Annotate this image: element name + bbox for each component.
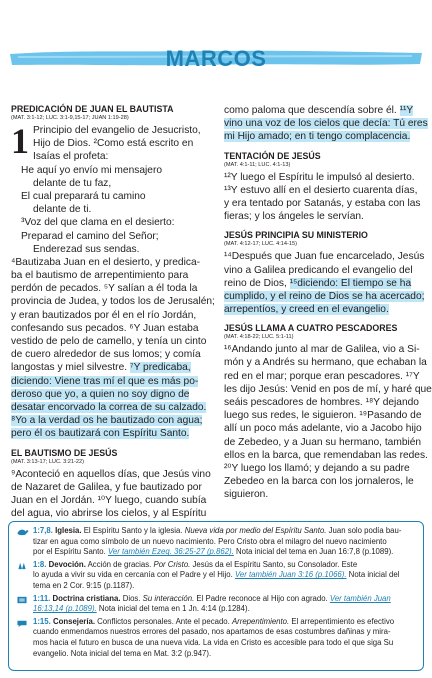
note-line bbox=[33, 581, 419, 592]
verse-text: ¹³Y estuvo allí en el desierto cuarenta días, bbox=[224, 184, 418, 196]
note-text: El Padre reconoce al Hijo con agrado. bbox=[194, 593, 330, 603]
verse-line bbox=[224, 475, 422, 488]
verse-text: vestido de pelo de camello, y tenía un cinto bbox=[11, 336, 207, 347]
note-text: Conflictos personales. Ante el pecado. bbox=[94, 616, 232, 626]
verse-text: langostas y miel silvestre. bbox=[11, 362, 130, 374]
verse-line bbox=[224, 488, 422, 501]
note-text: evangelio. Nota inicial del tema en Mat. 3:2 (p.947). bbox=[33, 648, 212, 658]
note-text: mos hacia el futuro en busca de una nueva vida. La vida en Cristo es accesible para todo el que siga Su bbox=[33, 637, 394, 647]
note-text: El arrepentimiento es efectivo bbox=[289, 616, 395, 626]
note-text: tizar en agua como símbolo de un nuevo nacimiento. Pero Cristo obra el milagro del nuevo nacimiento bbox=[33, 536, 387, 546]
verse-text: ellos en la barca, que remendaban las redes. bbox=[224, 449, 428, 461]
verse-text: delante de ti. bbox=[33, 204, 92, 216]
note-text: lo ayuda a vivir su vida en cercanía con el Padre y el Hijo. bbox=[33, 570, 235, 580]
highlighted-verse: desatar encorvado la correa de su calzado. bbox=[11, 401, 207, 413]
section-body bbox=[11, 121, 215, 441]
verse-line bbox=[11, 335, 211, 348]
verse-text: siguieron. bbox=[224, 489, 269, 501]
verse-line bbox=[11, 137, 211, 150]
devotion-icon bbox=[15, 561, 29, 571]
verse-text: món y a Andrés su hermano, que echaban la bbox=[224, 357, 427, 369]
doctrine-icon bbox=[15, 595, 29, 605]
note-text: Nota inicial del tema en 1 Jn. 4:14 (p.1284). bbox=[96, 604, 250, 614]
note-line bbox=[33, 638, 419, 649]
note-text: Su interacción. bbox=[142, 593, 195, 603]
note-text: cuando enmendamos nuestros errores del pasado, nos apartamos de esas costumbres dañinas y mira- bbox=[33, 627, 391, 637]
highlighted-verse: ¹⁵diciendo: El tiempo se ha bbox=[289, 277, 412, 289]
verse-line bbox=[11, 243, 211, 256]
verse-text: les dijo Jesús: Venid en pos de mí, y haré que bbox=[224, 383, 432, 395]
verse-text: Zebedeo en la barca con los jornaleros, le bbox=[224, 476, 414, 488]
spirit-icon bbox=[15, 527, 29, 537]
verse-text: de cuero alrededor de sus lomos; y comía bbox=[11, 349, 201, 361]
verse-line bbox=[224, 409, 422, 422]
verse-text: de Nazaret de Galilea, y fue bautizado por bbox=[11, 481, 202, 493]
verse-line bbox=[11, 468, 211, 481]
verse-text: Hijo de Dios. ²Como está escrito en bbox=[33, 138, 194, 150]
verse-line bbox=[11, 507, 211, 520]
verse-line bbox=[11, 414, 211, 427]
verse-line bbox=[11, 124, 211, 137]
chapter-number: 1 bbox=[11, 121, 29, 161]
highlighted-verse: deroso que yo, a quien no soy digno de bbox=[11, 388, 190, 400]
note-text: Arrepentimiento. bbox=[231, 616, 290, 626]
note-text: tema en 2 Cor. 9:15 (p.1187). bbox=[33, 580, 135, 590]
note-line bbox=[33, 627, 419, 638]
verse-text: vino a Galilea predicando el evangelio del bbox=[224, 264, 413, 276]
verse-text: Principio del evangelio de Jesucristo, bbox=[33, 125, 201, 136]
verse-line bbox=[224, 436, 422, 449]
verse-text: como paloma que descendía sobre él. bbox=[224, 105, 400, 116]
note-text: Acción de gracias. bbox=[85, 559, 154, 569]
verse-line bbox=[11, 177, 211, 190]
verse-text: confesando sus pecados. ⁶Y Juan estaba bbox=[11, 322, 199, 334]
note-text: Iglesia. bbox=[52, 526, 82, 535]
verse-text: ⁹Aconteció en aquellos días, que Jesús vino bbox=[11, 468, 211, 480]
note-line bbox=[33, 537, 419, 548]
note-text: Devoción. bbox=[46, 559, 86, 569]
cross-reference: (MAT. 3:1-12; LUC. 3:1-9,15-17; JUAN 1:19-28) bbox=[11, 115, 129, 121]
verse-text: y era tentado por Satanás, y estaba con las bbox=[224, 197, 421, 209]
note-line bbox=[33, 649, 419, 660]
section-body bbox=[224, 104, 428, 144]
highlighted-verse: vino una voz de los cielos que decía: Tú eres bbox=[224, 118, 428, 130]
section-body bbox=[224, 250, 425, 316]
section-heading: EL BAUTISMO DE JESÚS bbox=[11, 447, 118, 458]
counsel-icon bbox=[15, 618, 29, 628]
note-reference: 1:11. bbox=[33, 593, 51, 603]
see-also-link[interactable]: Ver también Juan bbox=[329, 593, 391, 603]
verse-text: fieras; y los ángeles le servían. bbox=[224, 211, 364, 223]
note-text: Dios. bbox=[120, 593, 143, 603]
verse-line bbox=[11, 401, 211, 414]
verse-line bbox=[11, 481, 211, 494]
verse-line bbox=[11, 309, 211, 322]
verse-line bbox=[11, 203, 211, 216]
verse-text: seáis pescadores de hombres. ¹⁸Y dejando bbox=[224, 397, 419, 408]
verse-text: allí un poco más adelante, vio a Jacobo hijo bbox=[224, 423, 422, 435]
verse-line bbox=[11, 388, 211, 401]
verse-line bbox=[224, 303, 422, 316]
left-column bbox=[11, 104, 215, 520]
verse-text: ¹⁶Andando junto al mar de Galilea, vio a Si- bbox=[224, 344, 420, 356]
study-note bbox=[33, 526, 419, 558]
verse-line bbox=[224, 117, 428, 130]
verse-line bbox=[224, 130, 422, 143]
verse-line bbox=[11, 375, 211, 388]
note-line bbox=[33, 617, 419, 628]
verse-line bbox=[224, 197, 422, 210]
verse-text: ba el bautismo de arrepentimiento para bbox=[11, 270, 189, 282]
verse-line bbox=[11, 164, 211, 177]
study-note bbox=[33, 617, 419, 659]
verse-line bbox=[224, 383, 432, 396]
verse-line bbox=[11, 427, 211, 440]
note-text: El Espíritu Santo y la iglesia. bbox=[81, 526, 185, 535]
verse-line bbox=[224, 184, 422, 197]
verse-line bbox=[224, 356, 427, 369]
see-also-link[interactable]: 16:13,14 (p.1089). bbox=[33, 604, 97, 614]
note-text: Nota inicial del bbox=[346, 570, 400, 580]
section-body bbox=[224, 171, 422, 224]
note-reference: 1:7,8. bbox=[33, 526, 53, 535]
highlighted-verse: ⁷Y predicaba, bbox=[129, 362, 191, 374]
study-notes bbox=[33, 526, 419, 661]
verse-text: luego sus redes, le siguieron. ¹⁹Pasando de bbox=[224, 410, 422, 422]
verse-line bbox=[224, 462, 422, 475]
book-title-banner bbox=[8, 34, 424, 90]
note-line bbox=[33, 526, 419, 537]
study-note bbox=[33, 594, 419, 615]
note-text: Nota inicial del tema en Juan 16:7,8 (p.1089). bbox=[233, 547, 394, 557]
verse-line bbox=[11, 230, 211, 243]
verse-text: del agua, vio abrirse los cielos, y al Espíritu bbox=[11, 508, 207, 520]
verse-line bbox=[11, 295, 215, 308]
verse-line bbox=[224, 422, 422, 435]
verse-line bbox=[11, 256, 211, 269]
verse-text: ³Voz del que clama en el desierto: bbox=[21, 217, 175, 229]
verse-line bbox=[224, 370, 422, 383]
verse-text: delante de tu faz, bbox=[33, 177, 112, 189]
highlighted-verse: ⁸Yo a la verdad os he bautizado con agua; bbox=[11, 415, 203, 427]
verse-line bbox=[224, 264, 422, 277]
verse-text: perdón de pecados. ⁵Y salían a él toda la bbox=[11, 283, 198, 295]
cross-reference: (MAT. 4:18-22; LUC. 5:1-11) bbox=[224, 334, 294, 341]
verse-text: reino de Dios, bbox=[224, 277, 290, 289]
verse-text: ⁴Bautizaba Juan en el desierto, y predica- bbox=[11, 256, 200, 268]
note-text: Jesús da el Espíritu Santo, su Consolador. Este bbox=[190, 559, 358, 569]
verse-text: El cual preparará tu camino bbox=[21, 190, 146, 202]
note-line bbox=[33, 604, 419, 615]
note-text: Consejería. bbox=[50, 616, 95, 626]
cross-reference: (MAT. 3:13-17; LUC. 3:21-22) bbox=[11, 458, 84, 465]
verse-line bbox=[224, 250, 425, 263]
study-notes-box bbox=[8, 521, 424, 671]
note-text: Por Cristo. bbox=[153, 559, 191, 569]
highlighted-verse: diciendo: Viene tras mí el que es más po- bbox=[11, 375, 199, 387]
study-note bbox=[33, 560, 419, 592]
highlighted-verse: cumplido, y el reino de Dios se ha acercado; bbox=[224, 290, 425, 302]
cross-reference: (MAT. 4:12-17; LUC. 4:14-15) bbox=[224, 241, 297, 248]
verse-text: Enderezad sus sendas. bbox=[33, 243, 140, 255]
verse-text: Isaías el profeta: bbox=[33, 151, 109, 163]
verse-text: ¹⁴Después que Juan fue encarcelado, Jesús bbox=[224, 251, 425, 263]
verse-line bbox=[11, 150, 211, 163]
verse-line bbox=[11, 190, 211, 203]
verse-line bbox=[224, 210, 422, 223]
verse-line bbox=[224, 449, 428, 462]
verse-line bbox=[11, 282, 211, 295]
verse-line bbox=[11, 361, 211, 374]
section-heading: PREDICACIÓN DE JUAN EL BAUTISTA bbox=[11, 104, 174, 114]
see-also-link[interactable]: Ver también Juan 3:16 (p.1066). bbox=[234, 570, 347, 580]
section-heading: JESÚS PRINCIPIA SU MINISTERIO bbox=[224, 230, 368, 241]
verse-line bbox=[11, 269, 211, 282]
verse-text: Preparad el camino del Señor; bbox=[21, 230, 159, 242]
verse-text: Juan en el Jordán. ¹⁰Y luego, cuando subía bbox=[11, 494, 207, 506]
verse-text: red en el mar; porque eran pescadores. ¹⁷Y bbox=[224, 370, 420, 382]
cross-reference: (MAT. 4:1-11; LUC. 4:1-13) bbox=[224, 161, 291, 168]
verse-text: y eran bautizados por él en el río Jordán, bbox=[11, 309, 197, 321]
section-body bbox=[224, 343, 432, 501]
highlighted-verse: arrepentíos, y creed en el evangelio. bbox=[224, 304, 389, 316]
note-reference: 1:8. bbox=[33, 559, 47, 569]
book-title: MARCOS bbox=[165, 46, 267, 71]
verse-text: provincia de Judea, y todos los de Jerusalén; bbox=[11, 296, 215, 308]
note-text: por el Espíritu Santo. bbox=[33, 547, 108, 557]
verse-text: de Zebedeo, y a Juan su hermano, también bbox=[224, 436, 422, 448]
verse-line bbox=[224, 171, 422, 184]
note-text: Juan solo podía bau- bbox=[326, 526, 402, 535]
see-also-link[interactable]: Ver también Ezeq. 36:25-27 (p.862). bbox=[107, 547, 234, 557]
verse-line bbox=[224, 104, 422, 117]
section-heading: JESÚS LLAMA A CUATRO PESCADORES bbox=[224, 323, 398, 334]
verse-line bbox=[11, 322, 211, 335]
note-line bbox=[33, 547, 419, 558]
verse-line bbox=[224, 290, 425, 303]
verse-line bbox=[224, 396, 422, 409]
right-column bbox=[224, 104, 432, 502]
note-text: Doctrina cristiana. bbox=[50, 593, 121, 603]
note-text: Nueva vida por medio del Espíritu Santo. bbox=[184, 526, 327, 535]
section-heading: TENTACIÓN DE JESÚS bbox=[224, 150, 321, 161]
verse-text: ²⁰Y luego los llamó; y dejando a su padre bbox=[224, 462, 410, 474]
section-body bbox=[11, 468, 211, 521]
note-reference: 1:15. bbox=[33, 616, 51, 626]
highlighted-verse: mi Hijo amado; en ti tengo complacencia. bbox=[224, 131, 411, 143]
note-line bbox=[33, 570, 419, 581]
verse-text: He aquí yo envío mi mensajero bbox=[21, 164, 162, 176]
verse-line bbox=[224, 343, 422, 356]
verse-line bbox=[11, 348, 211, 361]
verse-text: ¹²Y luego el Espíritu le impulsó al desierto. bbox=[224, 171, 415, 183]
verse-line bbox=[11, 494, 211, 507]
verse-line bbox=[224, 277, 422, 290]
note-line bbox=[33, 594, 419, 605]
highlighted-verse: pero él os bautizará con Espíritu Santo. bbox=[11, 428, 190, 440]
note-line bbox=[33, 560, 419, 571]
highlighted-verse: ¹¹Y bbox=[399, 105, 414, 116]
verse-line bbox=[11, 216, 211, 229]
